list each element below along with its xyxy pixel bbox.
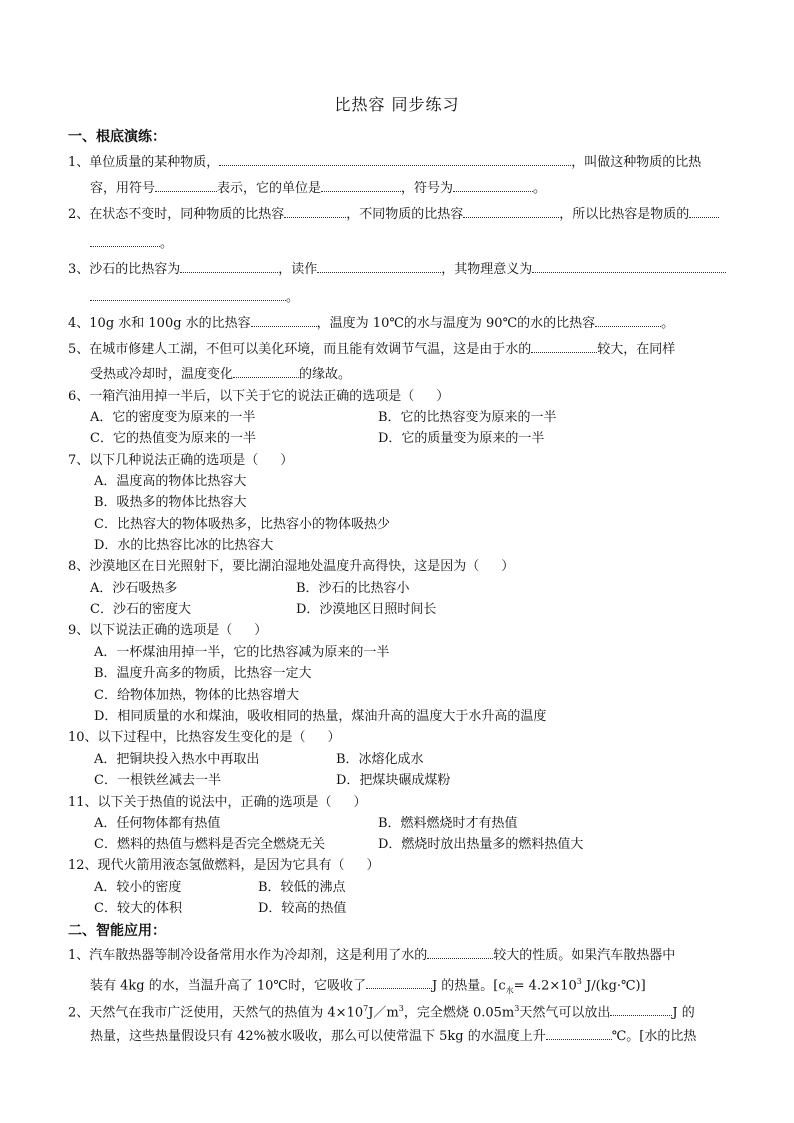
question-12-option-a[interactable]: A．较小的密度 xyxy=(94,880,182,895)
question-1-line-1: 1、单位质量的某种物质， ，叫做这种物质的比热 xyxy=(68,155,702,170)
answer-blank[interactable] xyxy=(284,205,346,218)
answer-blank[interactable] xyxy=(90,288,286,301)
question-6-stem: 6、一箱汽油用掉一半后，以下关于它的说法正确的选项是（ ） xyxy=(68,389,450,404)
question-7-option-a[interactable]: A．温度高的物体比热容大 xyxy=(94,474,247,489)
answer-blank[interactable] xyxy=(610,1003,672,1016)
application-question-2-line-1: 2、天然气在我市广泛使用，天然气的热值为 $4\times 10^7J/m^3$，完全燃烧 $0.05m^3$天然气可以放出 J 的 xyxy=(68,1004,695,1021)
answer-blank[interactable] xyxy=(317,260,441,273)
question-8-option-c[interactable]: C．沙石的密度大 xyxy=(90,602,191,617)
question-12-option-b[interactable]: B．较低的沸点 xyxy=(258,880,346,895)
question-6-option-b[interactable]: B．它的比热容变为原来的一半 xyxy=(378,410,557,425)
application-question-1-line-2: 装有 4kg 的水，当温升高了 10℃时，它吸收了 J 的热量。[$c_水= 4.2\times 10^3$ J/(kg·℃)] xyxy=(90,977,646,995)
answer-blank[interactable] xyxy=(155,179,217,192)
answer-blank[interactable] xyxy=(219,153,571,166)
question-10-option-d[interactable]: D．把煤块碾成煤粉 xyxy=(336,773,451,788)
question-11-option-b[interactable]: B．燃料燃烧时才有热值 xyxy=(378,816,518,831)
answer-blank[interactable] xyxy=(180,260,278,273)
question-7-option-c[interactable]: C．比热容大的物体吸热多，比热容小的物体吸热少 xyxy=(94,517,390,532)
question-11-option-c[interactable]: C．燃料的热值与燃料是否完全燃烧无关 xyxy=(94,837,325,852)
question-2-line-2: 。 xyxy=(90,234,173,253)
question-9-option-c[interactable]: C．给物体加热，物体的比热容增大 xyxy=(94,688,299,703)
answer-blank[interactable] xyxy=(90,234,160,247)
application-question-2-line-2: 热量，这些热量假设只有 42%被水吸收，那么可以使常温下 5kg 的水温度上升 ℃。[水的比热 xyxy=(90,1029,697,1044)
answer-blank[interactable] xyxy=(546,1027,612,1040)
answer-blank[interactable] xyxy=(233,365,299,378)
question-10-option-c[interactable]: C．一根铁丝减去一半 xyxy=(94,773,221,788)
question-11-option-d[interactable]: D．燃烧时放出热量多的燃料热值大 xyxy=(378,837,584,852)
question-8-stem: 8、沙漠地区在日光照射下，要比湖泊湿地处温度升高得快，这是因为（ ） xyxy=(68,559,515,574)
question-2-line-1: 2、在状态不变时，同种物质的比热容 ，不同物质的比热容 ，所以比热容是物质的 xyxy=(68,205,719,224)
question-9-option-a[interactable]: A．一杯煤油用掉一半，它的比热容减为原来的一半 xyxy=(94,645,390,660)
page-title: 比热容 同步练习 xyxy=(334,95,460,114)
question-3-line-2: 。 xyxy=(90,288,299,307)
question-10-option-b[interactable]: B．冰熔化成水 xyxy=(336,752,424,767)
question-8-option-b[interactable]: B．沙石的比热容小 xyxy=(296,581,410,596)
answer-blank[interactable] xyxy=(532,260,726,273)
question-10-option-a[interactable]: A．把铜块投入热水中再取出 xyxy=(94,752,260,767)
question-7-option-b[interactable]: B．吸热多的物体比热容大 xyxy=(94,495,247,510)
answer-blank[interactable] xyxy=(366,976,432,989)
question-5-line-2: 受热或冷却时，温度变化 的缘故。 xyxy=(90,367,352,382)
question-11-stem: 11、以下关于热值的说法中，正确的选项是（ ） xyxy=(68,795,367,810)
answer-blank[interactable] xyxy=(463,205,559,218)
question-12-stem: 12、现代火箭用液态氢做燃料，是因为它具有（ ） xyxy=(68,858,380,873)
answer-blank[interactable] xyxy=(531,340,597,353)
question-8-option-a[interactable]: A．沙石吸热多 xyxy=(90,581,178,596)
question-7-option-d[interactable]: D．水的比热容比冰的比热容大 xyxy=(94,538,274,553)
application-question-1-line-1: 1、汽车散热器等制冷设备常用水作为冷却剂，这是利用了水的 较大的性质。如果汽车散热器中 xyxy=(68,948,676,963)
answer-blank[interactable] xyxy=(689,205,719,218)
question-5-line-1: 5、在城市修建人工湖，不但可以美化环境，而且能有效调节气温，这是由于水的 较大，在同样 xyxy=(68,342,676,357)
question-7-stem: 7、以下几种说法正确的选项是（ ） xyxy=(68,453,294,468)
answer-blank[interactable] xyxy=(321,179,401,192)
section-heading-application: 二、智能应用： xyxy=(68,923,166,939)
question-9-option-b[interactable]: B．温度升高多的物质，比热容一定大 xyxy=(94,666,312,681)
answer-blank[interactable] xyxy=(251,314,317,327)
question-1-line-2: 容，用符号 表示，它的单位是 ，符号为 。 xyxy=(90,181,547,196)
question-12-option-c[interactable]: C．较大的体积 xyxy=(94,901,182,916)
question-12-option-d[interactable]: D．较高的热值 xyxy=(258,901,347,916)
question-6-option-a[interactable]: A．它的密度变为原来的一半 xyxy=(90,410,256,425)
question-4: 4、10g 水和 100g 水的比热容 ，温度为 10℃的水与温度为 90℃的水的比热容 。 xyxy=(68,316,675,331)
question-9-option-d[interactable]: D．相同质量的水和煤油，吸收相同的热量，煤油升高的温度大于水升高的温度 xyxy=(94,709,547,724)
section-heading-basics: 一、根底演练： xyxy=(68,129,166,145)
answer-blank[interactable] xyxy=(595,314,661,327)
answer-blank[interactable] xyxy=(453,179,533,192)
question-6-option-c[interactable]: C．它的热值变为原来的一半 xyxy=(90,431,256,446)
question-6-option-d[interactable]: D．它的质量变为原来的一半 xyxy=(378,431,545,446)
question-8-option-d[interactable]: D．沙漠地区日照时间长 xyxy=(296,602,437,617)
question-3-line-1: 3、沙石的比热容为 ，读作 ，其物理意义为 xyxy=(68,260,726,279)
question-9-stem: 9、以下说法正确的选项是（ ） xyxy=(68,623,268,638)
question-11-option-a[interactable]: A．任何物体都有热值 xyxy=(94,816,221,831)
question-10-stem: 10、以下过程中，比热容发生变化的是（ ） xyxy=(68,730,341,745)
answer-blank[interactable] xyxy=(427,946,493,959)
